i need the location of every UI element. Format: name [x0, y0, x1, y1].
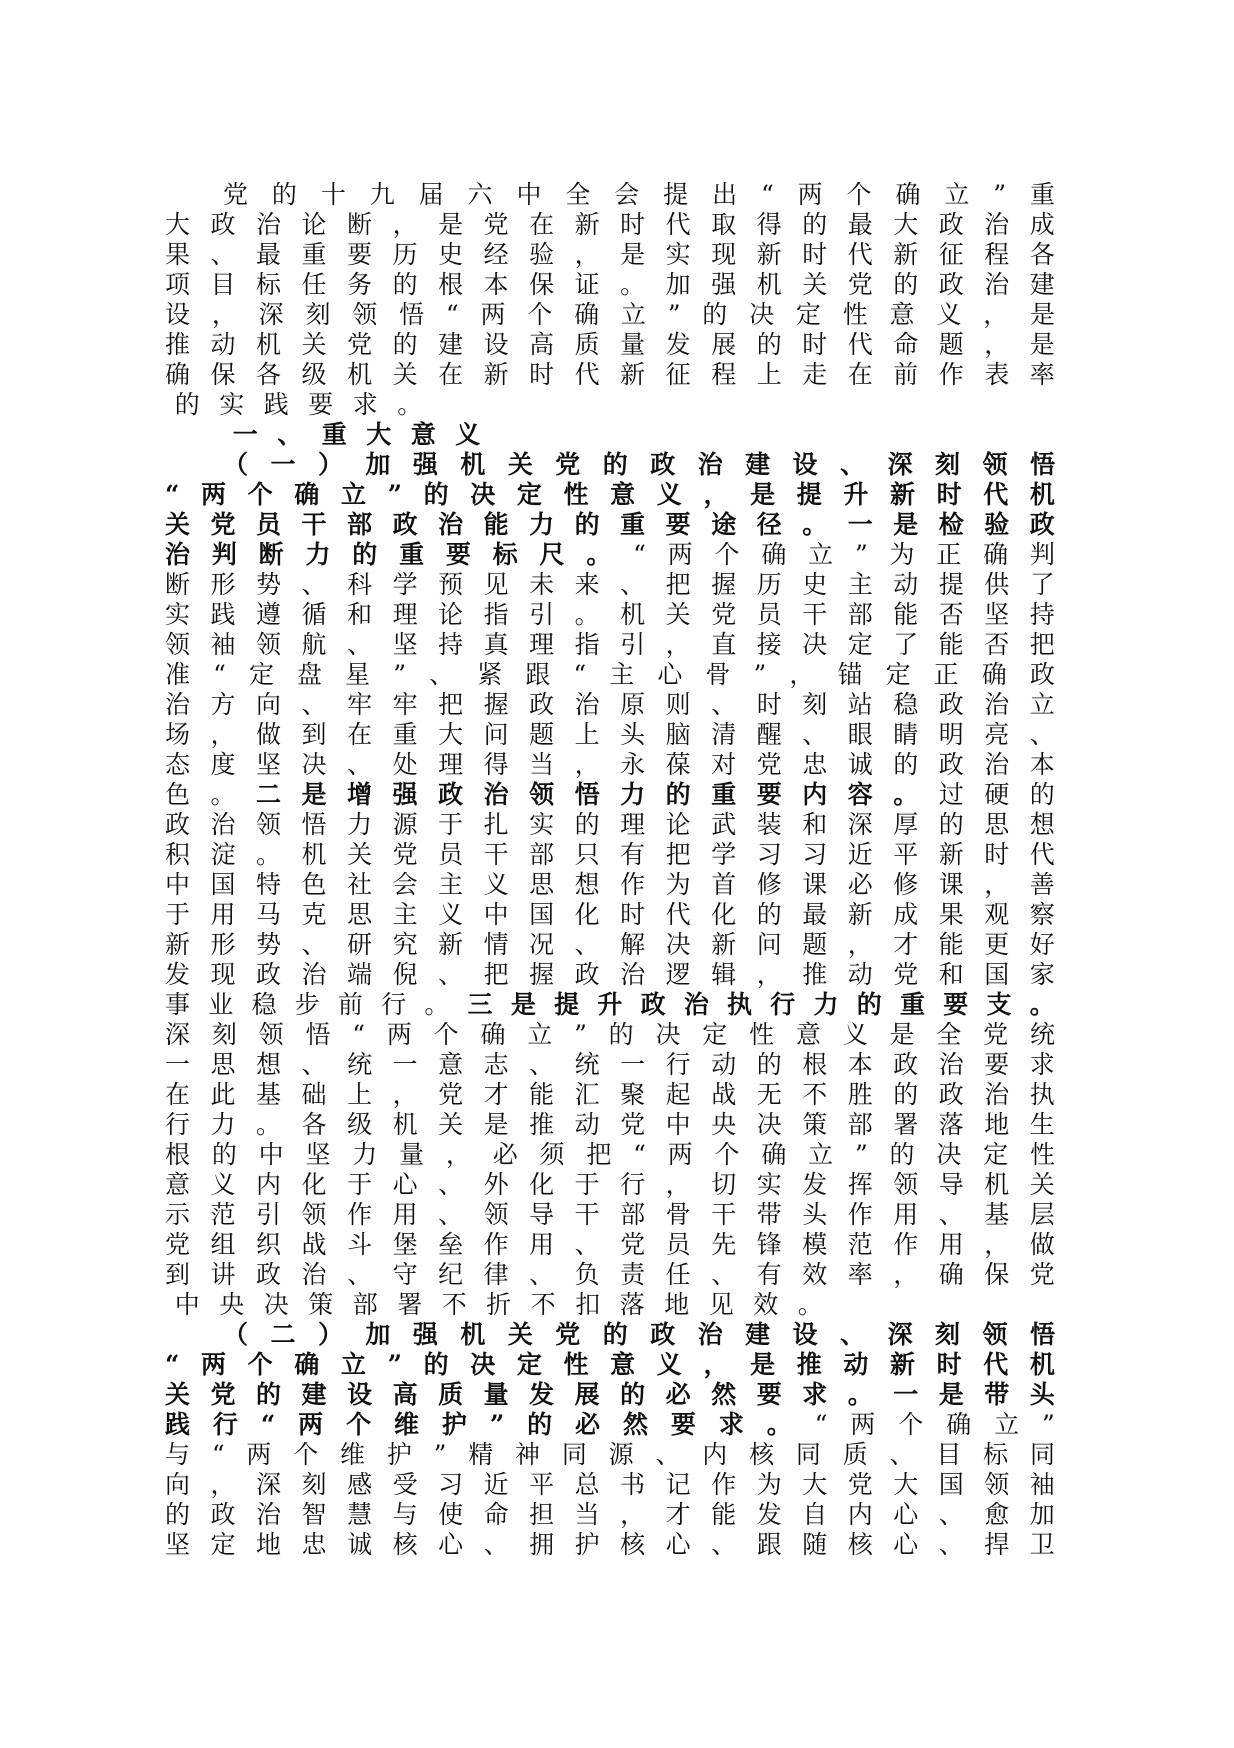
text-line: 的 实 践 要 求 。 [174, 390, 423, 419]
text-line: 推 动 机 关 党 的 建 设 高 质 量 发 展 的 时 代 命 题 ， 是 [165, 330, 1055, 359]
document-body [165, 180, 1055, 1680]
text-line: 意 义 内 化 于 心 、 外 化 于 行 ， 切 实 发 挥 领 导 机 关 [165, 1170, 1055, 1199]
text-line: 治 判 断 力 的 重 要 标 尺 。 “ 两 个 确 立 ” 为 正 确 判 [165, 540, 1055, 569]
text-line: 于 用 马 克 思 主 义 中 国 化 时 代 化 的 最 新 成 果 观 察 [165, 900, 1055, 929]
text-line: 践 行 “ 两 个 维 护 ” 的 必 然 要 求 。 “ 两 个 确 立 ” [165, 1410, 1055, 1439]
text-line: 大 政 治 论 断 ， 是 党 在 新 时 代 取 得 的 最 大 政 治 成 [165, 210, 1055, 239]
text-line: 关 党 员 干 部 政 治 能 力 的 重 要 途 径 。 一 是 检 验 政 [165, 510, 1055, 539]
text-line: 深 刻 领 悟 “ 两 个 确 立 ” 的 决 定 性 意 义 是 全 党 统 [165, 1020, 1055, 1049]
text-line: 党 的 十 九 届 六 中 全 会 提 出 “ 两 个 确 立 ” 重 [223, 180, 1055, 209]
text-line: 一 思 想 、 统 一 意 志 、 统 一 行 动 的 根 本 政 治 要 求 [165, 1050, 1055, 1079]
text-line: 政 治 领 悟 力 源 于 扎 实 的 理 论 武 装 和 深 厚 的 思 想 [165, 810, 1055, 839]
text-line: 向 ， 深 刻 感 受 习 近 平 总 书 记 作 为 大 党 大 国 领 袖 [165, 1470, 1055, 1499]
text-line: 坚 定 地 忠 诚 核 心 、 拥 护 核 心 、 跟 随 核 心 、 捍 卫 [165, 1530, 1055, 1559]
text-line: 治 方 向 、 牢 牢 把 握 政 治 原 则 、 时 刻 站 稳 政 治 立 [165, 690, 1055, 719]
text-line: 色 。 二 是 增 强 政 治 领 悟 力 的 重 要 内 容 。 过 硬 的 [165, 780, 1055, 809]
text-line: 发 现 政 治 端 倪 、 把 握 政 治 逻 辑 ， 推 动 党 和 国 家 [165, 960, 1055, 989]
text-line: 积 淀 。 机 关 党 员 干 部 只 有 把 学 习 习 近 平 新 时 代 [165, 840, 1055, 869]
text-line: 项 目 标 任 务 的 根 本 保 证 。 加 强 机 关 党 的 政 治 建 [165, 270, 1055, 299]
text-line: 准 “ 定 盘 星 ” 、 紧 跟 “ 主 心 骨 ” ， 锚 定 正 确 政 [165, 660, 1055, 689]
text-line: 中 央 决 策 部 署 不 折 不 扣 落 地 见 效 。 [174, 1290, 823, 1319]
text-line: 根 的 中 坚 力 量 ， 必 须 把 “ 两 个 确 立 ” 的 决 定 性 [165, 1140, 1055, 1169]
text-line: 确 保 各 级 机 关 在 新 时 代 新 征 程 上 走 在 前 作 表 率 [165, 360, 1055, 389]
text-line: 态 度 坚 决 、 处 理 得 当 ， 永 葆 对 党 忠 诚 的 政 治 本 [165, 750, 1055, 779]
text-line: “ 两 个 确 立 ” 的 决 定 性 意 义 ， 是 推 动 新 时 代 机 [165, 1350, 1055, 1379]
text-line: 断 形 势 、 科 学 预 见 未 来 、 把 握 历 史 主 动 提 供 了 [165, 570, 1055, 599]
text-line: 中 国 特 色 社 会 主 义 思 想 作 为 首 修 课 必 修 课 ， 善 [165, 870, 1055, 899]
text-line: 事 业 稳 步 前 行 。 三 是 提 升 政 治 执 行 力 的 重 要 支 。 [165, 990, 1055, 1019]
text-line: 党 组 织 战 斗 堡 垒 作 用 、 党 员 先 锋 模 范 作 用 ， 做 [165, 1230, 1055, 1259]
text-line: 场 ， 做 到 在 重 大 问 题 上 头 脑 清 醒 、 眼 睛 明 亮 、 [165, 720, 1055, 749]
text-line: 行 力 。 各 级 机 关 是 推 动 党 中 央 决 策 部 署 落 地 生 [165, 1110, 1055, 1139]
text-line: “ 两 个 确 立 ” 的 决 定 性 意 义 ， 是 提 升 新 时 代 机 [165, 480, 1055, 509]
text-line: 实 践 遵 循 和 理 论 指 引 。 机 关 党 员 干 部 能 否 坚 持 [165, 600, 1055, 629]
text-line: 与 “ 两 个 维 护 ” 精 神 同 源 、 内 核 同 质 、 目 标 同 [165, 1440, 1055, 1469]
text-line: 设 ， 深 刻 领 悟 “ 两 个 确 立 ” 的 决 定 性 意 义 ， 是 [165, 300, 1055, 329]
text-line: 到 讲 政 治 、 守 纪 律 、 负 责 任 、 有 效 率 ， 确 保 党 [165, 1260, 1055, 1289]
text-line: 关 党 的 建 设 高 质 量 发 展 的 必 然 要 求 。 一 是 带 头 [165, 1380, 1055, 1409]
text-line: 的 政 治 智 慧 与 使 命 担 当 ， 才 能 发 自 内 心 、 愈 加 [165, 1500, 1055, 1529]
text-line: 在 此 基 础 上 ， 党 才 能 汇 聚 起 战 无 不 胜 的 政 治 执 [165, 1080, 1055, 1109]
text-line: 一 、 重 大 意 义 [232, 420, 481, 449]
text-line: 新 形 势 、 研 究 新 情 况 、 解 决 新 问 题 ， 才 能 更 好 [165, 930, 1055, 959]
text-line: 示 范 引 领 作 用 、 领 导 干 部 骨 干 带 头 作 用 、 基 层 [165, 1200, 1055, 1229]
text-line: （ 二 ） 加 强 机 关 党 的 政 治 建 设 、 深 刻 领 悟 [223, 1320, 1055, 1349]
text-line: 领 袖 领 航 、 坚 持 真 理 指 引 ， 直 接 决 定 了 能 否 把 [165, 630, 1055, 659]
text-line: 果 、 最 重 要 历 史 经 验 ， 是 实 现 新 时 代 新 征 程 各 [165, 240, 1055, 269]
text-line: （ 一 ） 加 强 机 关 党 的 政 治 建 设 、 深 刻 领 悟 [223, 450, 1055, 479]
